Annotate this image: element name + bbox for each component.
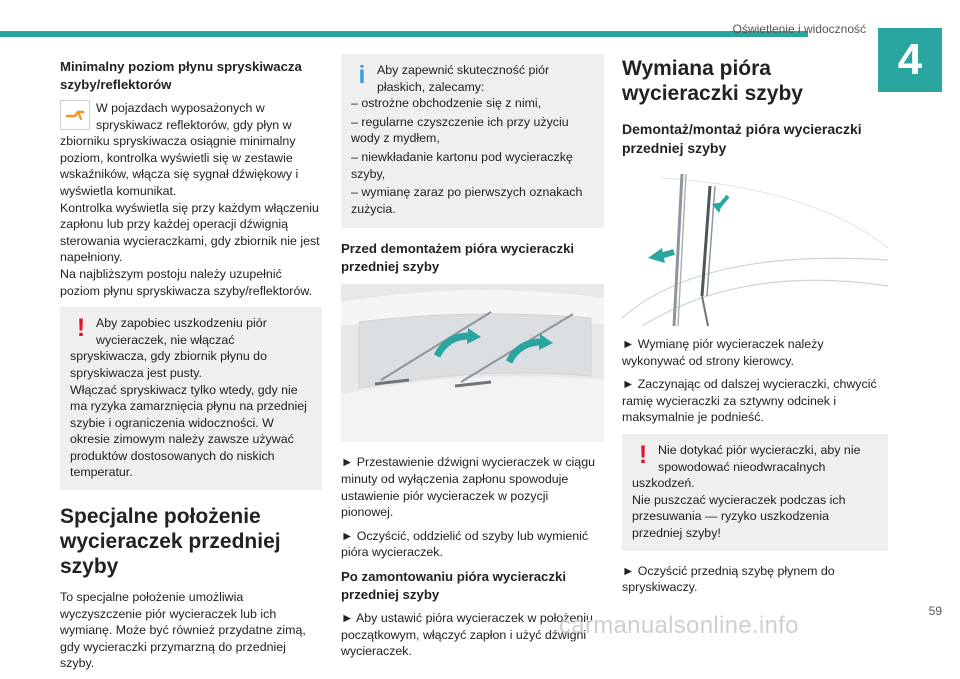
chapter-tab: 4 <box>878 28 942 92</box>
section-title: Oświetlenie i widoczność <box>732 22 866 36</box>
heading-washer-level: Minimalny poziom płynu spryskiwacza szyby/reflektorów <box>60 59 302 92</box>
column-2 <box>341 54 604 667</box>
info-item: – ostrożne obchodzenie się z nimi, <box>351 96 542 111</box>
info-item: – niewkładanie kartonu pod wycieraczkę szyby, <box>351 149 573 181</box>
column-3 <box>622 54 888 603</box>
warning-icon: ! <box>638 440 648 469</box>
step-before-2: ► Oczyścić, oddzielić od szyby lub wymienić pióra wycieraczek. <box>341 528 589 560</box>
wiper-arm-illustration <box>622 168 888 326</box>
info-box-flat-blades: i Aby zapewnić skuteczność piór płaskich, zalecamy: – ostrożne obchodzenie się z nimi, – regularne czyszczenie ich przy użyciu wody z mydłem, – niewkładanie kartonu pod wycieraczkę szyby, – wymianę zaraz po pierwszych oznakach zużycia. <box>341 54 604 228</box>
step-after-1: ► Aby ustawić pióra wycieraczek w położeniu początkowym, włączyć zapłon i użyć dźwigni wycieraczek. <box>341 610 593 659</box>
header-rule <box>0 31 808 37</box>
step-replace-3: ► Oczyścić przednią szybę płynem do spryskiwaczy. <box>622 563 835 595</box>
warning-box-blades: ! Nie dotykać piór wycieraczki, aby nie spowodować nieodwracalnych uszkodzeń. Nie puszczać wycieraczek podczas ich przesuwania — ryzyko uszkodzenia przedniej szyby! <box>622 434 888 551</box>
washer-fluid-warning-icon <box>60 100 90 130</box>
column-1 <box>60 58 322 679</box>
watermark: carmanualsonline.info <box>559 612 799 639</box>
heading-special-position: Specjalne położenie wycieraczek przedniej szyby <box>60 505 281 579</box>
heading-blade-replacement: Wymiana pióra wycieraczki szyby <box>622 57 803 105</box>
washer-paragraph: W pojazdach wyposażonych w spryskiwacz reflektorów, gdy płyn w zbiorniku spryskiwacza osiągnie minimalny poziom, kontrolka wyświetli się w zestawie wskaźników, włącza się sygnał dźwiękowy i wyświetla komunikat. Kontrolka wyświetla się przy każdym włączeniu zapłonu lub przy każdej operacji dźwignią sterowania wycieraczkami, gdy zbiornik nie jest napełniony. Na najbliższym postoju należy uzupełnić poziom płynu spryskiwacza szyby/reflektorów. <box>60 101 320 298</box>
special-position-paragraph: To specjalne położenie umożliwia wyczyszczenie piór wycieraczek lub ich wymianę. Może być również przydatne zimą, gdy wycieraczki przymarzną do przedniej szyby. <box>60 590 306 671</box>
info-item: – regularne czyszczenie ich przy użyciu wody z mydłem, <box>351 114 569 146</box>
step-replace-2: ► Zaczynając od dalszej wycieraczki, chwycić ramię wycieraczki za sztywny odcinek i maksymalnie je podnieść. <box>622 377 877 425</box>
warning-box-washer: ! Aby zapobiec uszkodzeniu piór wycieraczek, nie włączać spryskiwacza, gdy zbiornik płynu do spryskiwacza jest pusty. Włączać spryskiwacz tylko wtedy, gdy nie ma ryzyka zamarznięcia płynu na przedniej szybie i ograniczenia widoczności. W okresie zimowym należy zawsze używać produktów dostosowanych do niskich temperatur. <box>60 307 322 490</box>
heading-before-removal: Przed demontażem pióra wycieraczki przedniej szyby <box>341 241 575 275</box>
heading-removal-install: Demontaż/montaż pióra wycieraczki przedniej szyby <box>622 121 862 156</box>
info-icon: i <box>358 61 366 89</box>
heading-after-install: Po zamontowaniu pióra wycieraczki przedniej szyby <box>341 568 566 602</box>
step-replace-1: ► Wymianę piór wycieraczek należy wykonywać od strony kierowcy. <box>622 337 824 368</box>
page-number: 59 <box>928 604 942 618</box>
info-item: – wymianę zaraz po pierwszych oznakach zużycia. <box>351 185 583 216</box>
windscreen-wipers-illustration <box>341 284 604 442</box>
step-before-1: ► Przestawienie dźwigni wycieraczek w ciągu minuty od wyłączenia zapłonu spowoduje ustawienie piór wycieraczek w pozycji pionowej. <box>341 455 595 520</box>
warning-icon: ! <box>76 314 86 343</box>
